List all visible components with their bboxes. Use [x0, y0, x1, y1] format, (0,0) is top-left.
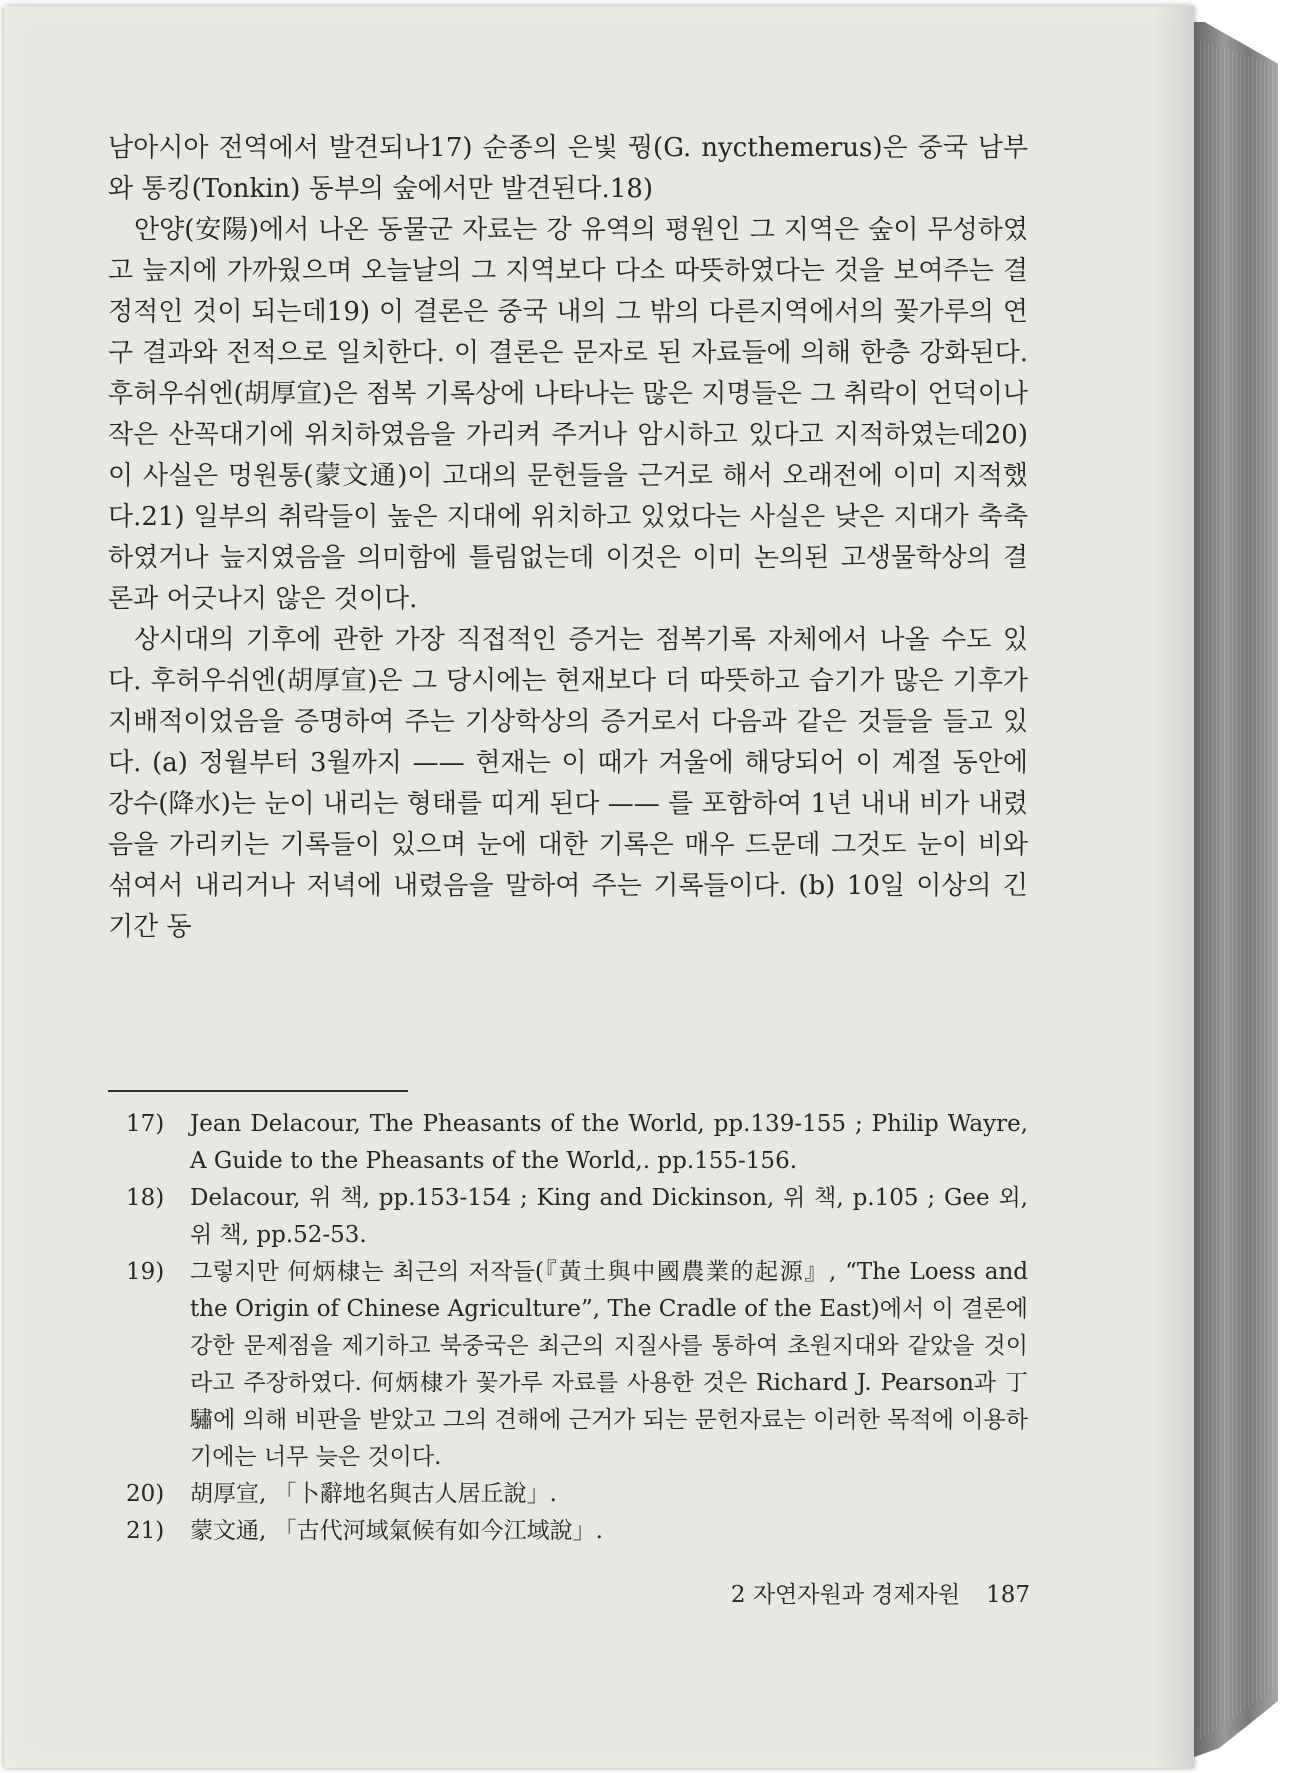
footnote-20	[126, 1476, 1028, 1513]
paragraph-1: 남아시아 전역에서 발견되나17) 순종의 은빛 꿩(G. nycthemerus)은 중국 남부와 통킹(Tonkin) 동부의 숲에서만 발견된다.18)	[108, 133, 1028, 204]
footnote-number: 19)	[126, 1259, 165, 1285]
footnote-number: 18)	[126, 1185, 165, 1211]
footnote-19	[126, 1254, 1028, 1476]
footnote-separator	[108, 1090, 408, 1092]
main-text	[108, 128, 1028, 948]
footnote-text: Delacour, 위 책, pp.153-154 ; King and Dickinson, 위 책, p.105 ; Gee 외, 위 책, pp.52-53.	[190, 1185, 1028, 1248]
footnote-text: 胡厚宣, 「卜辭地名與古人居丘說」.	[190, 1481, 557, 1507]
footnote-21	[126, 1513, 1028, 1550]
page-edge-texture	[1200, 40, 1274, 1740]
footnote-18	[126, 1180, 1028, 1254]
footnote-number: 20)	[126, 1481, 165, 1507]
footnote-text: 蒙文通, 「古代河域氣候有如今江域說」.	[190, 1518, 603, 1544]
footnote-number: 21)	[126, 1518, 165, 1544]
footnote-text: Jean Delacour, The Pheasants of the World, pp.139-155 ; Philip Wayre, A Guide to the Pheasants of the World,. pp.155-156.	[190, 1111, 1028, 1174]
footnote-17	[126, 1106, 1028, 1180]
page-number: 187	[986, 1582, 1030, 1608]
paragraph-2: 안양(安陽)에서 나온 동물군 자료는 강 유역의 평원인 그 지역은 숲이 무성하였고 늪지에 가까웠으며 오늘날의 그 지역보다 다소 따뜻하였다는 것을 보여주는 결정적인 것이 되는데19) 이 결론은 중국 내의 그 밖의 다른지역에서의 꽃가루의 연구 결과와 전적으로 일치한다. 이 결론은 문자로 된 자료들에 의해 한층 강화된다. 후허우쉬엔(胡厚宣)은 점복 기록상에 나타나는 많은 지명들은 그 취락이 언덕이나 작은 산꼭대기에 위치하였음을 가리켜 주거나 암시하고 있다고 지적하였는데20) 이 사실은 멍원통(蒙文通)이 고대의 문헌들을 근거로 해서 오래전에 이미 지적했다.21) 일부의 취락들이 높은 지대에 위치하고 있었다는 사실은 낮은 지대가 축축하였거나 늪지였음을 의미함에 틀림없는데 이것은 이미 논의된 고생물학상의 결론과 어긋나지 않은 것이다.	[108, 215, 1028, 614]
running-footer	[690, 1580, 1030, 1610]
footnote-number: 17)	[126, 1111, 165, 1137]
paragraph-3: 상시대의 기후에 관한 가장 직접적인 증거는 점복기록 자체에서 나올 수도 있다. 후허우쉬엔(胡厚宣)은 그 당시에는 현재보다 더 따뜻하고 습기가 많은 기후가 지배적이었음을 증명하여 주는 기상학상의 증거로서 다음과 같은 것들을 들고 있다. (a) 정월부터 3월까지 —— 현재는 이 때가 겨울에 해당되어 이 계절 동안에 강수(降水)는 눈이 내리는 형태를 띠게 된다 —— 를 포함하여 1년 내내 비가 내렸음을 가리키는 기록들이 있으며 눈에 대한 기록은 매우 드문데 그것도 눈이 비와 섞여서 내리거나 저녁에 내렸음을 말하여 주는 기록들이다. (b) 10일 이상의 긴 기간 동	[108, 625, 1028, 942]
footnote-text: 그렇지만 何炳棣는 최근의 저작들(『黃土與中國農業的起源』, “The Loess and the Origin of Chinese Agriculture”, The Cradle of the East)에서 이 결론에 강한 문제점을 제기하고 북중국은 최근의 지질사를 통하여 초원지대와 같았을 것이라고 주장하였다. 何炳棣가 꽃가루 자료를 사용한 것은 Richard J. Pearson과 丁驌에 의해 비판을 받았고 그의 견해에 근거가 되는 문헌자료는 이러한 목적에 이용하기에는 너무 늦은 것이다.	[190, 1259, 1028, 1470]
running-title: 2 자연자원과 경제자원	[730, 1582, 961, 1608]
footnotes	[126, 1106, 1028, 1550]
